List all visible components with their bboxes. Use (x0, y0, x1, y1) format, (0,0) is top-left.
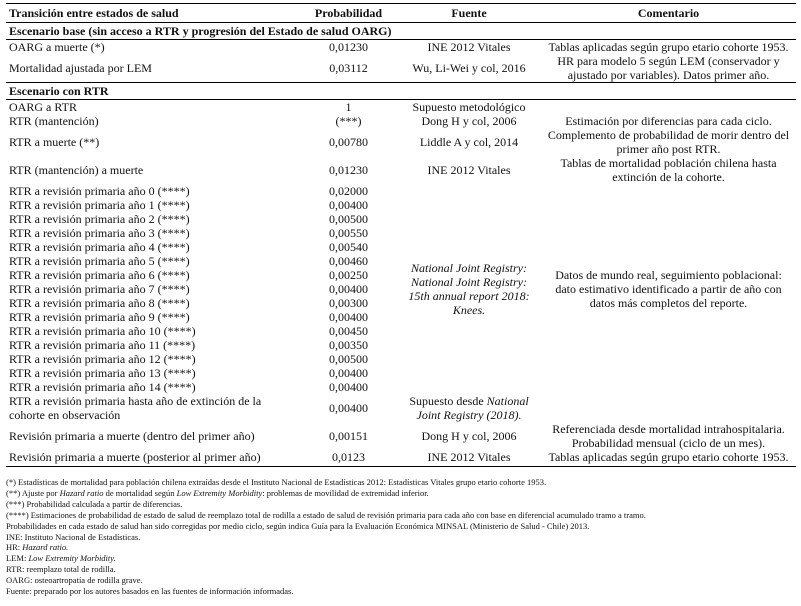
transition-cell: RTR a revisión primaria año 8 (****) (9, 296, 190, 310)
table-row (6, 40, 796, 55)
transition-cell: RTR a revisión primaria hasta año de extinción de la cohorte en observación (9, 394, 262, 422)
footnote-line: (***) Probabilidad calculada a partir de diferencias. (6, 498, 183, 509)
transition-cell: OARG a muerte (*) (9, 40, 105, 54)
comment-cell: Estimación por diferencias para cada ciclo. (565, 114, 772, 128)
footnote-fragment: LEM: (6, 553, 29, 564)
health-state-transition-table (6, 3, 796, 467)
transition-cell: RTR a revisión primaria año 13 (****) (9, 366, 196, 380)
transition-cell: RTR a revisión primaria año 9 (****) (9, 310, 190, 324)
table-row (6, 54, 796, 83)
footnote-fragment: Low Extremity Morbidity. (28, 553, 116, 564)
table-header-row (6, 4, 796, 23)
transition-cell: RTR a revisión primaria año 0 (****) (9, 184, 190, 198)
footnote-line: (*) Estadísticas de mortalidad para población chilena extraídas desde el Instituto Nacional de Estadísticas 2012: Estadísticas Vitales grupo etario cohorte 1953. (6, 477, 547, 487)
section-rtr-row (6, 83, 796, 100)
probability-cell: 0,00500 (329, 352, 368, 366)
table-row (6, 114, 796, 128)
transition-cell: Revisión primaria a muerte (posterior al primer año) (6, 450, 300, 467)
transition-cell: RTR a revisión primaria año 10 (****) (9, 324, 196, 338)
probability-cell: 0,00250 (329, 268, 368, 282)
transition-cell: RTR a revisión primaria año 3 (****) (9, 226, 190, 240)
transition-cell: RTR a revisión primaria año 2 (****) (9, 212, 190, 226)
comment-cell: Referenciada desde mortalidad intrahospitalaria. Probabilidad mensual (ciclo de un mes). (552, 422, 785, 450)
table-row (6, 450, 796, 467)
source-cell (397, 394, 541, 422)
comment-cell: Tablas aplicadas según grupo etario cohorte 1953. (548, 40, 789, 54)
revision-source-cell (397, 184, 541, 394)
probability-cell: 0,00460 (329, 254, 368, 268)
probability-cell: 0,00550 (329, 226, 368, 240)
footnote-line: Probabilidades en cada estado de salud han sido corregidas por medio ciclo, según indica Guía para la Evaluación Económica MINSAL (Ministerio de Salud - Chile) 2013. (6, 520, 590, 531)
probability-cell: 0,00540 (329, 240, 368, 254)
probability-cell: 0,02000 (329, 184, 368, 198)
footnote-fragment: Hazard ratio. (22, 542, 69, 553)
source-cell: Dong H y col, 2006 (421, 114, 517, 128)
source-cell: Wu, Li-Wei y col, 2016 (412, 61, 526, 75)
table-footnotes (6, 477, 796, 597)
probability-cell: 1 (345, 100, 352, 114)
probability-cell: 0,00400 (329, 198, 368, 212)
table-row (6, 128, 796, 156)
footnote-fragment: de mortalidad según (103, 487, 177, 498)
footnote-line: Fuente: preparado por los autores basados en las fuentes de información informadas. (6, 586, 294, 597)
source-cell: Supuesto metodológico (412, 100, 526, 114)
transition-cell: RTR a revisión primaria año 6 (****) (9, 268, 190, 282)
source-italic: National Joint Registry (2018). (416, 394, 529, 422)
transition-cell: RTR a revisión primaria año 5 (****) (9, 254, 190, 268)
table-row (6, 156, 796, 184)
probability-cell: 0,00400 (329, 366, 368, 380)
probability-cell: 0,00780 (329, 135, 368, 149)
header-probability: Probabilidad (300, 4, 397, 23)
probability-cell: 0,00400 (329, 282, 368, 296)
comment-cell: Tablas de mortalidad población chilena hasta extinción de la cohorte. (560, 156, 777, 184)
probability-cell: 0,01230 (329, 163, 368, 177)
footnote-fragment: Low Extremity Morbidity (176, 487, 263, 498)
comment-cell (541, 394, 796, 422)
source-cell: INE 2012 Vitales (427, 163, 511, 177)
source-cell: Liddle A y col, 2014 (419, 135, 519, 149)
header-source: Fuente (397, 4, 541, 23)
footnote-fragment: HR: (6, 542, 23, 553)
source-cell: INE 2012 Vitales (427, 40, 511, 54)
comment-cell: HR para modelo 5 según LEM (conservador y ajustado por variables). Datos primer año. (557, 54, 780, 82)
source-cell: INE 2012 Vitales (397, 450, 541, 467)
footnote-line: OARG: osteoartropatía de rodilla grave. (6, 575, 143, 586)
transition-cell: RTR a revisión primaria año 4 (****) (9, 240, 190, 254)
comment-cell: Complemento de probabilidad de morir dentro del primer año post RTR. (547, 128, 790, 156)
transition-cell: RTR (mantención) (9, 114, 99, 128)
probability-cell: 0,00400 (329, 401, 368, 415)
probability-cell: (***) (335, 114, 362, 128)
source-prefix: Supuesto desde (409, 394, 487, 408)
probability-cell: 0,00400 (329, 380, 368, 394)
transition-cell: OARG a RTR (9, 100, 77, 114)
table-row (6, 394, 796, 422)
probability-cell: 0,00350 (329, 338, 368, 352)
transition-cell: RTR a muerte (**) (9, 135, 100, 149)
section-base-title: Escenario base (sin acceso a RTR y progresión del Estado de salud OARG) (6, 23, 796, 40)
table-row (6, 100, 796, 115)
probability-cell: 0,0123 (300, 450, 397, 467)
comment-cell (541, 100, 796, 115)
header-comment: Comentario (541, 4, 796, 23)
transition-cell: RTR a revisión primaria año 11 (****) (9, 338, 196, 352)
revision-source-text: National Joint Registry: National Joint Registry: 15th annual report 2018: Knees. (408, 261, 530, 317)
probability-cell: 0,03112 (329, 61, 368, 75)
source-cell: Dong H y col, 2006 (421, 429, 517, 443)
revision-rows-group (6, 184, 796, 394)
table-row (6, 184, 796, 198)
footnote-line: (****) Estimaciones de probabilidad de estado de salud de reemplazo total de rodilla a estado de salud de revisión primaria para cada año con base en diferencial acumulado tramo a tramo. (6, 509, 646, 520)
footnote-line: RTR: reemplazo total de rodilla. (6, 564, 116, 575)
table-row (6, 422, 796, 450)
footnote-line (6, 488, 796, 499)
transition-cell: RTR a revisión primaria año 1 (****) (9, 198, 190, 212)
header-transition: Transición entre estados de salud (6, 4, 300, 23)
transition-cell: RTR (mantención) a muerte (9, 163, 144, 177)
comment-cell: Tablas aplicadas según grupo etario cohorte 1953. (541, 450, 796, 467)
probability-cell: 0,00500 (329, 212, 368, 226)
transition-cell: RTR a revisión primaria año 14 (****) (9, 380, 196, 394)
transition-cell: Revisión primaria a muerte (dentro del primer año) (9, 429, 255, 443)
footnote-line (6, 542, 796, 553)
transition-cell: Mortalidad ajustada por LEM (9, 61, 152, 75)
probability-cell: 0,00450 (329, 324, 368, 338)
probability-cell: 0,00151 (329, 429, 368, 443)
footnote-line: INE: Instituto Nacional de Estadísticas. (6, 531, 141, 542)
section-base-row (6, 23, 796, 40)
probability-cell: 0,00300 (329, 296, 368, 310)
section-rtr-title: Escenario con RTR (6, 83, 796, 100)
transition-cell: RTR a revisión primaria año 7 (****) (9, 282, 190, 296)
revision-comment-cell: Datos de mundo real, seguimiento poblacional: dato estimativo identificado a partir de año con datos más completos del reporte. (555, 268, 782, 310)
footnote-line (6, 553, 796, 564)
footnote-fragment: Hazard ratio (59, 487, 104, 498)
probability-cell: 0,00400 (329, 310, 368, 324)
probability-cell: 0,01230 (329, 40, 368, 54)
footnote-fragment: (**) Ajuste por (6, 487, 60, 498)
footnote-fragment: : problemas de movilidad de extremidad inferior. (262, 487, 429, 498)
transition-cell: RTR a revisión primaria año 12 (****) (9, 352, 196, 366)
